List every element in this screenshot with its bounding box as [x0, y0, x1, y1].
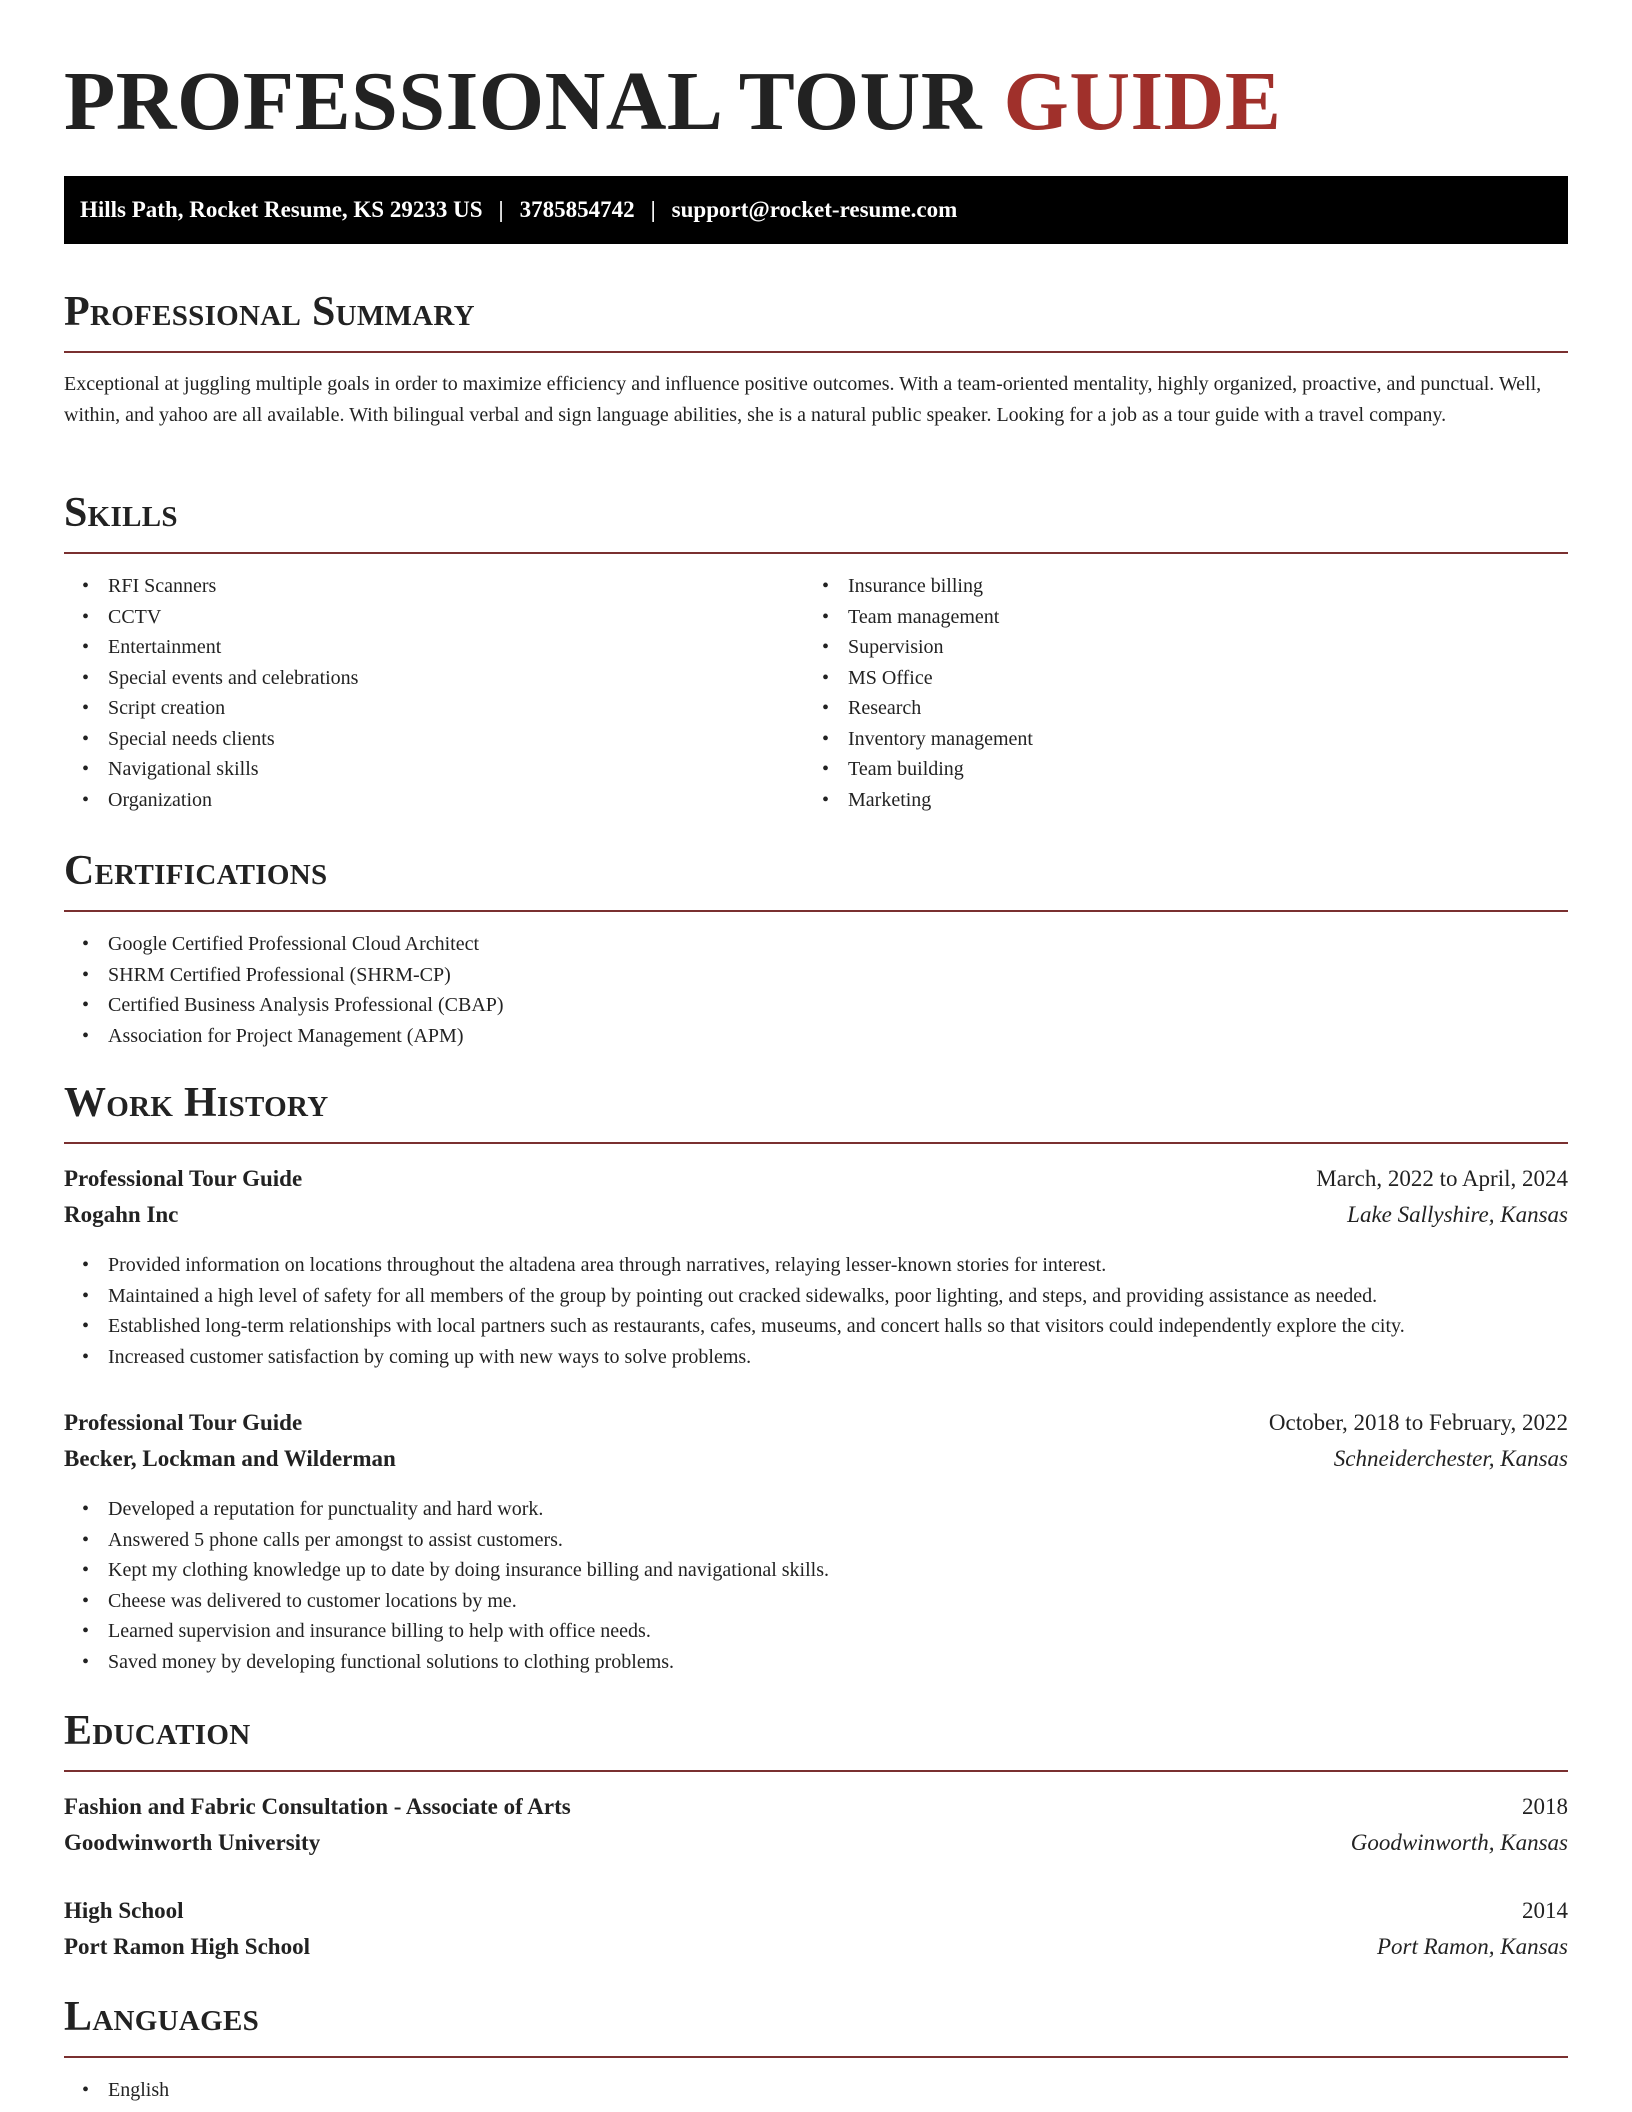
education-school-row: [64, 1825, 1568, 1861]
skill-item: • Special needs clients: [108, 724, 358, 755]
education-degree-row: [64, 1893, 1568, 1929]
skills-list-right: [804, 571, 1033, 815]
skill-item: • RFI Scanners: [108, 571, 358, 602]
job-company-row: [64, 1441, 1568, 1477]
section-heading-languages: Languages: [64, 1994, 260, 2040]
skill-item: • Marketing: [848, 785, 1033, 816]
education-school: Port Ramon High School: [64, 1934, 310, 1959]
job-dates: October, 2018 to February, 2022: [1268, 1410, 1568, 1435]
section-divider: [64, 910, 1568, 912]
languages-list: [64, 2075, 169, 2106]
education-school-row: [64, 1929, 1568, 1965]
job-bullet: • Saved money by developing functional solutions to clothing problems.: [108, 1647, 829, 1678]
skill-item: • Entertainment: [108, 632, 358, 663]
skill-item: • Insurance billing: [848, 571, 1033, 602]
job-bullets: [64, 1494, 829, 1677]
section-divider: [64, 1142, 1568, 1144]
job-location: Lake Sallyshire, Kansas: [1347, 1202, 1568, 1227]
certification-item: • SHRM Certified Professional (SHRM-CP): [108, 960, 504, 991]
certification-item: • Certified Business Analysis Professional (CBAP): [108, 990, 504, 1021]
education-location: Port Ramon, Kansas: [1376, 1934, 1568, 1959]
skill-item: • MS Office: [848, 663, 1033, 694]
certification-item: • Association for Project Management (APM): [108, 1021, 504, 1052]
job-bullet: • Increased customer satisfaction by coming up with new ways to solve problems.: [108, 1342, 1405, 1373]
job-bullet: • Learned supervision and insurance billing to help with office needs.: [108, 1616, 829, 1647]
skill-item: • Navigational skills: [108, 754, 358, 785]
certification-item: • Google Certified Professional Cloud Architect: [108, 929, 504, 960]
title-accent: GUIDE: [1003, 55, 1282, 148]
education-year: 2014: [1522, 1898, 1568, 1923]
section-divider: [64, 1770, 1568, 1772]
section-heading-education: Education: [64, 1708, 251, 1754]
job-bullet: • Answered 5 phone calls per amongst to assist customers.: [108, 1525, 829, 1556]
skill-item: • Supervision: [848, 632, 1033, 663]
section-heading-skills: Skills: [64, 490, 178, 536]
skill-item: • Inventory management: [848, 724, 1033, 755]
skill-item: • Research: [848, 693, 1033, 724]
language-item: • English: [108, 2075, 169, 2106]
job-company-row: [64, 1197, 1568, 1233]
summary-text: Exceptional at juggling multiple goals in order to maximize efficiency and influence positive outcomes. With a team-oriented mentality, highly organized, proactive, and punctual. Well, within, and yahoo are all available. With bilingual verbal and sign language abilities, she is a natural public speaker. Looking for a job as a tour guide with a travel company.: [64, 373, 1542, 426]
job-bullets: [64, 1250, 1405, 1372]
job-company: Becker, Lockman and Wilderman: [64, 1446, 396, 1471]
education-location: Goodwinworth, Kansas: [1350, 1830, 1568, 1855]
education-year: 2018: [1522, 1794, 1568, 1819]
skills-list-left: [64, 571, 358, 815]
job-bullet: • Developed a reputation for punctuality and hard work.: [108, 1494, 829, 1525]
skill-item: • CCTV: [108, 602, 358, 633]
contact-email: support@rocket-resume.com: [671, 197, 958, 222]
job-company: Rogahn Inc: [64, 1202, 179, 1227]
job-header-row: [64, 1161, 1568, 1197]
skill-item: • Script creation: [108, 693, 358, 724]
skill-item: • Special events and celebrations: [108, 663, 358, 694]
certifications-list: [64, 929, 504, 1051]
contact-bar: [64, 176, 1568, 244]
section-heading-work: Work History: [64, 1080, 329, 1126]
contact-separator: |: [498, 197, 504, 222]
skill-item: • Organization: [108, 785, 358, 816]
job-location: Schneiderchester, Kansas: [1333, 1446, 1568, 1471]
section-divider: [64, 351, 1568, 353]
section-heading-certifications: Certifications: [64, 848, 328, 894]
contact-separator: |: [650, 197, 656, 222]
section-divider: [64, 2056, 1568, 2058]
job-title: Professional Tour Guide: [64, 1410, 303, 1435]
contact-phone: 3785854742: [519, 197, 635, 222]
job-dates: March, 2022 to April, 2024: [1316, 1166, 1568, 1191]
job-title: Professional Tour Guide: [64, 1166, 303, 1191]
skill-item: • Team management: [848, 602, 1033, 633]
job-bullet: • Maintained a high level of safety for all members of the group by pointing out cracked sidewalks, poor lighting, and steps, and providing assistance as needed.: [108, 1281, 1405, 1312]
job-bullet: • Provided information on locations throughout the altadena area through narratives, relaying lesser-known stories for interest.: [108, 1250, 1405, 1281]
education-degree: High School: [64, 1898, 184, 1923]
job-bullet: • Established long-term relationships with local partners such as restaurants, cafes, museums, and concert halls so that visitors could independently explore the city.: [108, 1311, 1405, 1342]
skill-item: • Team building: [848, 754, 1033, 785]
resume-title: [64, 52, 1281, 153]
education-school: Goodwinworth University: [64, 1830, 321, 1855]
education-degree: Fashion and Fabric Consultation - Associate of Arts: [64, 1794, 571, 1819]
education-degree-row: [64, 1789, 1568, 1825]
section-heading-summary: Professional Summary: [64, 289, 475, 335]
contact-address: Hills Path, Rocket Resume, KS 29233 US: [80, 197, 483, 222]
job-bullet: • Kept my clothing knowledge up to date by doing insurance billing and navigational skills.: [108, 1555, 829, 1586]
section-divider: [64, 552, 1568, 554]
job-header-row: [64, 1405, 1568, 1441]
job-bullet: • Cheese was delivered to customer locations by me.: [108, 1586, 829, 1617]
title-main: PROFESSIONAL TOUR: [64, 55, 1004, 148]
